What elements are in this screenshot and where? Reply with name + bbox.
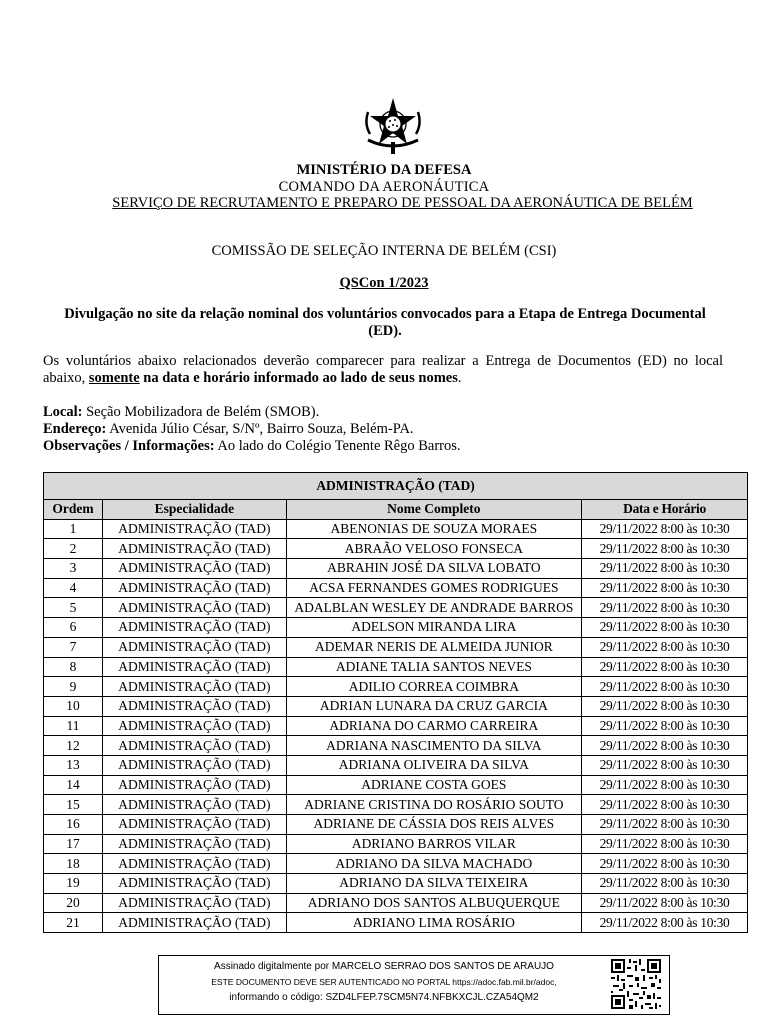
- table-body: [44, 519, 748, 932]
- cell-data: 29/11/2022 8:00 às 10:30: [582, 657, 748, 677]
- announcement: Divulgação no site da relação nominal dos voluntários convocados para a Etapa de Entrega Documental (ED).: [64, 306, 706, 339]
- cell-data: 29/11/2022 8:00 às 10:30: [582, 519, 748, 539]
- table-row: [44, 559, 748, 579]
- cell-nome: ABENONIAS DE SOUZA MORAES: [286, 519, 581, 539]
- cell-data: 29/11/2022 8:00 às 10:30: [582, 578, 748, 598]
- table-row: [44, 618, 748, 638]
- table-row: [44, 519, 748, 539]
- cell-especialidade: ADMINISTRAÇÃO (TAD): [103, 893, 287, 913]
- cell-data: 29/11/2022 8:00 às 10:30: [582, 893, 748, 913]
- cell-nome: ADILIO CORREA COIMBRA: [286, 677, 581, 697]
- intro-text-end: .: [457, 370, 462, 386]
- cell-especialidade: ADMINISTRAÇÃO (TAD): [103, 618, 287, 638]
- cell-especialidade: ADMINISTRAÇÃO (TAD): [103, 854, 287, 874]
- cell-data: 29/11/2022 8:00 às 10:30: [582, 539, 748, 559]
- cell-ordem: 16: [44, 815, 103, 835]
- command-title: COMANDO DA AERONÁUTICA: [278, 179, 490, 195]
- cell-nome: ADRIAN LUNARA DA CRUZ GARCIA: [286, 696, 581, 716]
- cell-especialidade: ADMINISTRAÇÃO (TAD): [103, 834, 287, 854]
- commission-title: COMISSÃO DE SELEÇÃO INTERNA DE BELÉM (CSI): [211, 243, 557, 259]
- column-header-nome: Nome Completo: [286, 500, 581, 520]
- cell-ordem: 6: [44, 618, 103, 638]
- cell-nome: ADRIANO DA SILVA TEIXEIRA: [286, 874, 581, 894]
- cell-data: 29/11/2022 8:00 às 10:30: [582, 716, 748, 736]
- cell-nome: ADRIANE CRISTINA DO ROSÁRIO SOUTO: [286, 795, 581, 815]
- intro-text-start: Os voluntários abaixo relacionados deverão comparecer para realizar a Entrega de Documentos (ED) no local abaixo,: [43, 353, 723, 386]
- table-row: [44, 539, 748, 559]
- signature-line-1: Assinado digitalmente por MARCELO SERRAO DOS SANTOS DE ARAUJO: [214, 961, 554, 972]
- notes-value: Ao lado do Colégio Tenente Rêgo Barros.: [214, 438, 461, 454]
- local-value: Seção Mobilizadora de Belém (SMOB).: [82, 404, 320, 420]
- cell-data: 29/11/2022 8:00 às 10:30: [582, 815, 748, 835]
- table-row: [44, 795, 748, 815]
- cell-data: 29/11/2022 8:00 às 10:30: [582, 854, 748, 874]
- cell-especialidade: ADMINISTRAÇÃO (TAD): [103, 559, 287, 579]
- qscon-title: QSCon 1/2023: [339, 275, 429, 291]
- table-row: [44, 893, 748, 913]
- table-row: [44, 657, 748, 677]
- cell-ordem: 4: [44, 578, 103, 598]
- cell-especialidade: ADMINISTRAÇÃO (TAD): [103, 815, 287, 835]
- cell-especialidade: ADMINISTRAÇÃO (TAD): [103, 913, 287, 933]
- table-row: [44, 913, 748, 933]
- cell-data: 29/11/2022 8:00 às 10:30: [582, 618, 748, 638]
- cell-ordem: 3: [44, 559, 103, 579]
- cell-nome: ADRIANO DA SILVA MACHADO: [286, 854, 581, 874]
- cell-nome: ADRIANE DE CÁSSIA DOS REIS ALVES: [286, 815, 581, 835]
- cell-especialidade: ADMINISTRAÇÃO (TAD): [103, 696, 287, 716]
- cell-nome: ADRIANO BARROS VILAR: [286, 834, 581, 854]
- address-label: Endereço:: [43, 421, 107, 437]
- cell-data: 29/11/2022 8:00 às 10:30: [582, 913, 748, 933]
- cell-especialidade: ADMINISTRAÇÃO (TAD): [103, 578, 287, 598]
- cell-ordem: 19: [44, 874, 103, 894]
- cell-especialidade: ADMINISTRAÇÃO (TAD): [103, 539, 287, 559]
- cell-data: 29/11/2022 8:00 às 10:30: [582, 755, 748, 775]
- cell-ordem: 2: [44, 539, 103, 559]
- table-row: [44, 598, 748, 618]
- cell-nome: ADRIANA DO CARMO CARREIRA: [286, 716, 581, 736]
- table-caption: ADMINISTRAÇÃO (TAD): [44, 473, 748, 500]
- signature-line-2: ESTE DOCUMENTO DEVE SER AUTENTICADO NO PORTAL https://adoc.fab.mil.br/adoc,: [211, 977, 557, 987]
- cell-especialidade: ADMINISTRAÇÃO (TAD): [103, 657, 287, 677]
- cell-especialidade: ADMINISTRAÇÃO (TAD): [103, 637, 287, 657]
- address-value: Avenida Júlio César, S/Nº, Bairro Souza, Belém-PA.: [106, 421, 414, 437]
- cell-nome: ADRIANA OLIVEIRA DA SILVA: [286, 755, 581, 775]
- cell-ordem: 17: [44, 834, 103, 854]
- column-header-data: Data e Horário: [582, 500, 748, 520]
- table-row: [44, 578, 748, 598]
- cell-ordem: 7: [44, 637, 103, 657]
- cell-ordem: 5: [44, 598, 103, 618]
- cell-data: 29/11/2022 8:00 às 10:30: [582, 559, 748, 579]
- cell-data: 29/11/2022 8:00 às 10:30: [582, 775, 748, 795]
- table-row: [44, 637, 748, 657]
- table-row: [44, 775, 748, 795]
- column-header-ordem: Ordem: [44, 500, 103, 520]
- signature-line-3: informando o código: SZD4LFEP.7SCM5N74.NFBKXCJL.CZA54QM2: [229, 992, 539, 1003]
- cell-ordem: 18: [44, 854, 103, 874]
- cell-especialidade: ADMINISTRAÇÃO (TAD): [103, 519, 287, 539]
- cell-ordem: 9: [44, 677, 103, 697]
- cell-nome: ADRIANO DOS SANTOS ALBUQUERQUE: [286, 893, 581, 913]
- table-row: [44, 874, 748, 894]
- cell-especialidade: ADMINISTRAÇÃO (TAD): [103, 755, 287, 775]
- cell-especialidade: ADMINISTRAÇÃO (TAD): [103, 736, 287, 756]
- cell-data: 29/11/2022 8:00 às 10:30: [582, 696, 748, 716]
- cell-nome: ACSA FERNANDES GOMES RODRIGUES: [286, 578, 581, 598]
- table-row: [44, 854, 748, 874]
- info-local: [43, 404, 723, 421]
- cell-especialidade: ADMINISTRAÇÃO (TAD): [103, 677, 287, 697]
- cell-data: 29/11/2022 8:00 às 10:30: [582, 598, 748, 618]
- digital-signature-box: [158, 955, 670, 1015]
- cell-nome: ADALBLAN WESLEY DE ANDRADE BARROS: [286, 598, 581, 618]
- cell-nome: ADRIANA NASCIMENTO DA SILVA: [286, 736, 581, 756]
- table-row: [44, 677, 748, 697]
- table-row: [44, 815, 748, 835]
- cell-nome: ABRAÃO VELOSO FONSECA: [286, 539, 581, 559]
- cell-data: 29/11/2022 8:00 às 10:30: [582, 874, 748, 894]
- cell-ordem: 13: [44, 755, 103, 775]
- cell-especialidade: ADMINISTRAÇÃO (TAD): [103, 598, 287, 618]
- qr-code-icon: [611, 959, 661, 1009]
- cell-ordem: 12: [44, 736, 103, 756]
- intro-emphasis-underlined: somente: [88, 370, 140, 386]
- table-row: [44, 716, 748, 736]
- cell-ordem: 21: [44, 913, 103, 933]
- table-row: [44, 736, 748, 756]
- cell-ordem: 15: [44, 795, 103, 815]
- table-row: [44, 755, 748, 775]
- cell-especialidade: ADMINISTRAÇÃO (TAD): [103, 775, 287, 795]
- cell-data: 29/11/2022 8:00 às 10:30: [582, 795, 748, 815]
- info-address: [43, 421, 723, 438]
- cell-nome: ADEMAR NERIS DE ALMEIDA JUNIOR: [286, 637, 581, 657]
- cell-data: 29/11/2022 8:00 às 10:30: [582, 736, 748, 756]
- cell-nome: ABRAHIN JOSÉ DA SILVA LOBATO: [286, 559, 581, 579]
- column-header-especialidade: Especialidade: [103, 500, 287, 520]
- convocation-table: [43, 472, 748, 933]
- cell-data: 29/11/2022 8:00 às 10:30: [582, 637, 748, 657]
- cell-nome: ADRIANO LIMA ROSÁRIO: [286, 913, 581, 933]
- intro-paragraph: [43, 353, 723, 387]
- cell-ordem: 8: [44, 657, 103, 677]
- cell-data: 29/11/2022 8:00 às 10:30: [582, 677, 748, 697]
- intro-emphasis-rest: na data e horário informado ao lado de seus nomes: [139, 370, 458, 386]
- coat-of-arms-icon: [362, 94, 424, 158]
- cell-nome: ADELSON MIRANDA LIRA: [286, 618, 581, 638]
- cell-especialidade: ADMINISTRAÇÃO (TAD): [103, 874, 287, 894]
- cell-nome: ADIANE TALIA SANTOS NEVES: [286, 657, 581, 677]
- cell-nome: ADRIANE COSTA GOES: [286, 775, 581, 795]
- table-row: [44, 834, 748, 854]
- cell-ordem: 20: [44, 893, 103, 913]
- table-caption-row: [44, 473, 748, 500]
- cell-ordem: 11: [44, 716, 103, 736]
- table-row: [44, 696, 748, 716]
- cell-data: 29/11/2022 8:00 às 10:30: [582, 834, 748, 854]
- cell-ordem: 1: [44, 519, 103, 539]
- info-notes: [43, 438, 723, 455]
- notes-label: Observações / Informações:: [43, 438, 215, 454]
- cell-especialidade: ADMINISTRAÇÃO (TAD): [103, 716, 287, 736]
- local-label: Local:: [43, 404, 83, 420]
- cell-especialidade: ADMINISTRAÇÃO (TAD): [103, 795, 287, 815]
- cell-ordem: 10: [44, 696, 103, 716]
- service-title: SERVIÇO DE RECRUTAMENTO E PREPARO DE PESSOAL DA AERONÁUTICA DE BELÉM: [112, 195, 693, 211]
- cell-ordem: 14: [44, 775, 103, 795]
- ministry-title: MINISTÉRIO DA DEFESA: [296, 162, 472, 178]
- table-header-row: [44, 500, 748, 520]
